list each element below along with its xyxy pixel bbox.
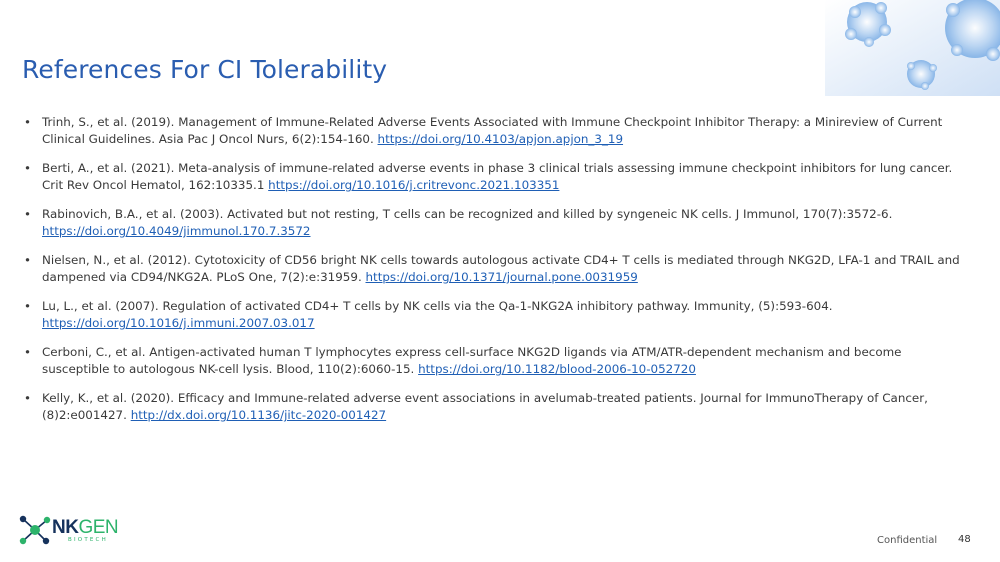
logo-gen: GEN <box>78 517 119 538</box>
reference-link[interactable]: https://doi.org/10.1016/j.critrevonc.2021.103351 <box>268 178 560 192</box>
confidential-label: Confidential <box>877 535 938 546</box>
page-title: References For CI Tolerability <box>22 54 388 84</box>
list-item <box>22 252 962 286</box>
reference-text: Berti, A., et al. (2021). Meta-analysis of immune-related adverse events in phase 3 clinical trials assessing immune checkpoint inhibitors for lung cancer. Crit Rev Oncol Hematol, 162:10335.1 <box>42 161 953 192</box>
list-item <box>22 390 962 424</box>
reference-text: Cerboni, C., et al. Antigen-activated human T lymphocytes express cell-surface NKG2D ligands via ATM/ATR-dependent mechanism and become susceptible to autologous NK-cell lysis. Blood, 110(2):6060-15. <box>42 345 902 376</box>
reference-text: Trinh, S., et al. (2019). Management of Immune-Related Adverse Events Associated with Immune Checkpoint Inhibitor Therapy: a Minireview of Current Clinical Guidelines. Asia Pac J Oncol Nurs, 6(2):154-160. <box>42 115 943 146</box>
reference-link[interactable]: https://doi.org/10.4103/apjon.apjon_3_19 <box>377 132 624 146</box>
list-item <box>22 114 962 148</box>
reference-link[interactable]: https://doi.org/10.1371/journal.pone.0031959 <box>365 270 638 284</box>
reference-link[interactable]: https://doi.org/10.1182/blood-2006-10-052720 <box>418 362 696 376</box>
page-number: 48 <box>958 534 971 545</box>
reference-link[interactable]: https://doi.org/10.4049/jimmunol.170.7.3572 <box>42 224 311 238</box>
reference-text: Rabinovich, B.A., et al. (2003). Activated but not resting, T cells can be recognized and killed by syngeneic NK cells. J Immunol, 170(7):3572-6. <box>42 207 893 221</box>
reference-link[interactable]: https://doi.org/10.1016/j.immuni.2007.03.017 <box>42 316 315 330</box>
list-item <box>22 344 962 378</box>
logo-nk: NK <box>52 517 79 538</box>
reference-link[interactable]: http://dx.doi.org/10.1136/jitc-2020-001427 <box>130 408 387 422</box>
logo-wordmark <box>52 517 118 539</box>
decorative-cell-image <box>825 0 1000 96</box>
list-item <box>22 160 962 194</box>
logo-subtitle: BIOTECH <box>68 537 108 543</box>
reference-text: Lu, L., et al. (2007). Regulation of activated CD4+ T cells by NK cells via the Qa-1-NKG2A inhibitory pathway. Immunity, (5):593-604. <box>42 299 833 313</box>
reference-text: Nielsen, N., et al. (2012). Cytotoxicity of CD56 bright NK cells towards autologous activate CD4+ T cells is mediated through NKG2D, LFA-1 and TRAIL and dampened via CD94/NKG2A. PLoS One, 7(2):e:31959. <box>42 253 960 284</box>
list-item <box>22 206 962 240</box>
reference-list <box>22 114 962 436</box>
reference-text: Kelly, K., et al. (2020). Efficacy and Immune-related adverse event associations in avelumab-treated patients. Journal for ImmunoTherapy of Cancer, (8)2:e001427. <box>42 391 928 422</box>
list-item <box>22 298 962 332</box>
